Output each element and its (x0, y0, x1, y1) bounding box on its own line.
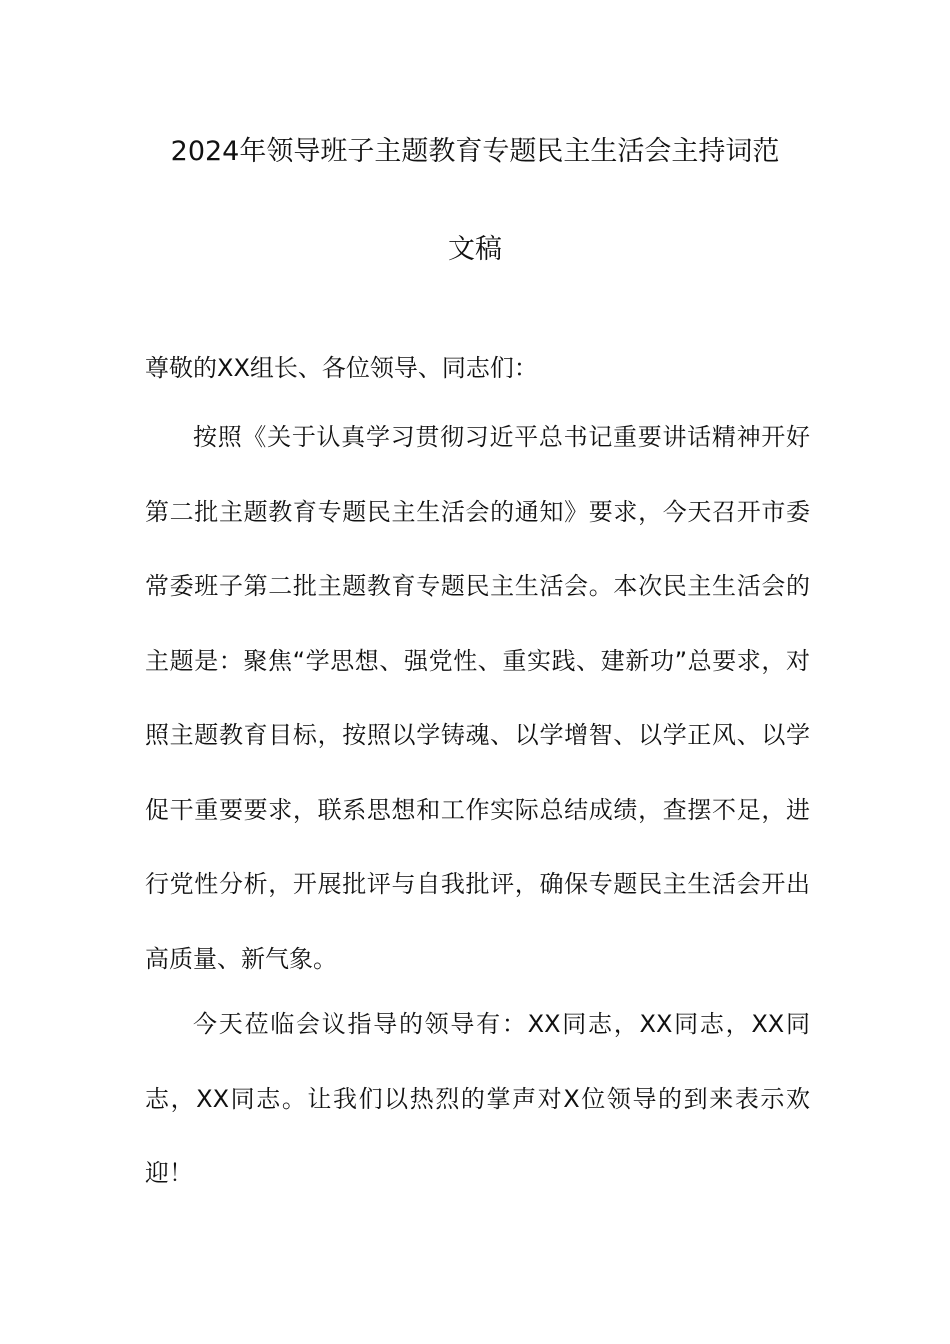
document-title-line-1: 2024年领导班子主题教育专题民主生活会主持词范 (170, 136, 780, 167)
salutation: 尊敬的XX组长、各位领导、同志们： (145, 354, 538, 382)
paragraph-1: 按照《关于认真学习贯彻习近平总书记重要讲话精神开好第二批主题教育专题民主生活会的通知》要求，今天召开市委常委班子第二批主题教育专题民主生活会。本次民主生活会的主题是：聚焦“学思想、强党性、重实践、建新功”总要求，对照主题教育目标，按照以学铸魂、以学增智、以学正风、以学促干重要要求，联系思想和工作实际总结成绩，查摆不足，进行党性分析，开展批评与自我批评，确保专题民主生活会开出高质量、新气象。 (145, 423, 810, 973)
document-title-line-2: 文稿 (448, 234, 502, 265)
paragraph-2: 今天莅临会议指导的领导有：XX同志，XX同志，XX同志，XX同志。让我们以热烈的掌声对X位领导的到来表示欢迎！ (145, 1010, 810, 1187)
